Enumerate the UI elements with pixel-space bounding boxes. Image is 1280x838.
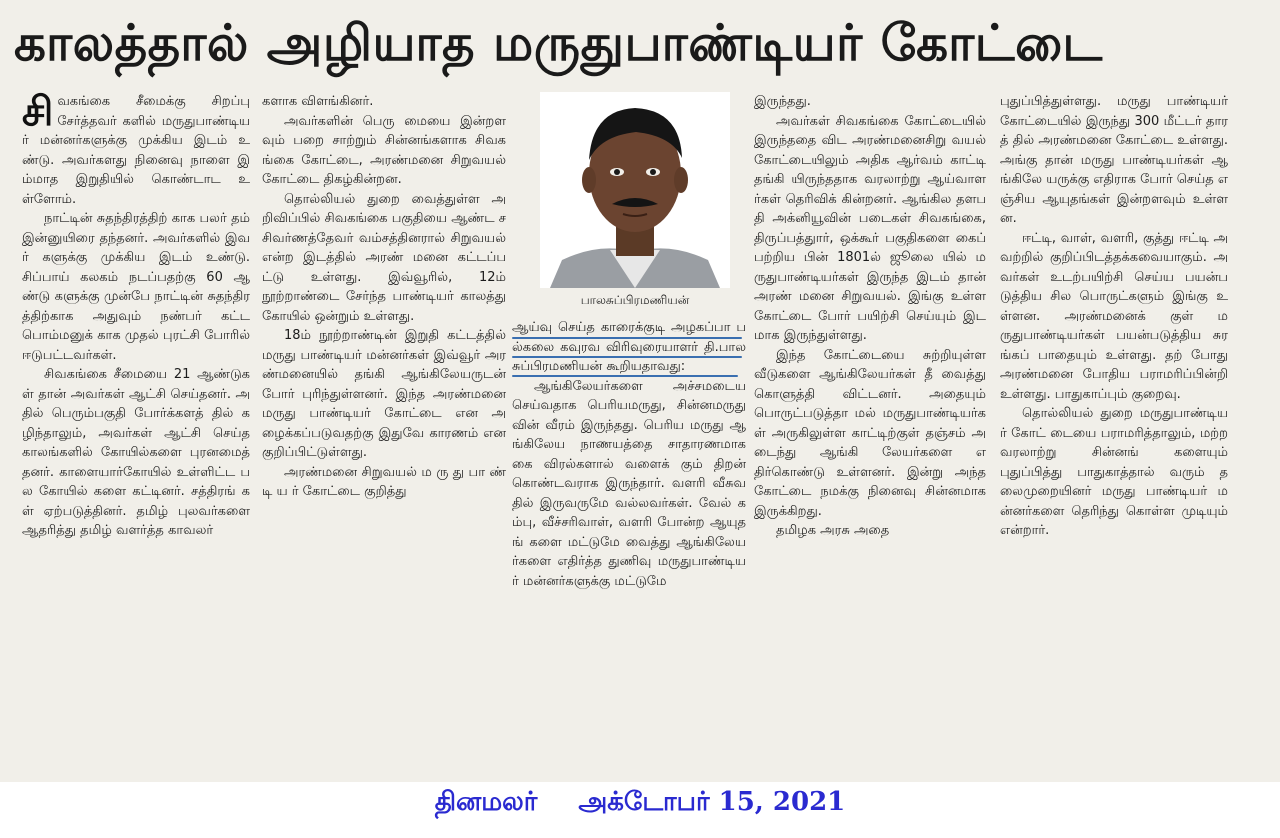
paragraph: தொல்லியல் துறை வைத்துள்ள அறிவிப்பில் சிவகங்கை பகுதியை ஆண்ட சசிவர்ணத்தேவர் வம்சத்தினரால் சிறுவயல் என்ற இடத்தில் அரண் மனை கட்டப்பட்டு உள்ளது. இவ்வூரில், 12ம் நூற்றாண்டை சேர்ந்த பாண்டியர் காலத்து கோயில் ஒன்றும் உள்ளது. <box>262 191 506 324</box>
paragraph-text: வகங்கை சீமைக்கு சிறப்பு சேர்த்தவர் களில் மருதுபாண்டியர் மன்னர்களுக்கு முக்கிய இடம் உண்டு. அவர்களது நினைவு நாளை இம்மாத இறுதியில் கொண்டாட உள்ளோம். <box>22 94 250 207</box>
paragraph: இந்த கோட்டையை சுற்றியுள்ள வீடுகளை ஆங்கிலேயர்கள் தீ வைத்து கொளுத்தி விட்டனர். அதையும் பொருட்படுத்தா மல் மருதுபாண்டியர்கள் அருகிலுள்ள காட்டிற்குள் தஞ்சம் அடைந்து ஆங்கி லேயர்களை எதிர்கொண்டு உள்ளனர். இன்று அந்த கோட்டை நமக்கு நினைவு சின்னமாக இருக்கிறது. <box>754 347 986 519</box>
paragraph <box>22 89 250 209</box>
drop-cap: சி <box>22 89 54 135</box>
newspaper-name: தினமலர் <box>434 787 538 817</box>
column-4 <box>754 92 986 541</box>
paragraph: அவர்கள் சிவகங்கை கோட்டையில் இருந்ததை விட அரண்மனைசிறு வயல் கோட்டையிலும் அதிக ஆர்வம் காட்டி தங்கி யிருந்ததாக வரலாற்று ஆய்வாளர்கள் தெரிவிக் கின்றனர். ஆங்கில தளபதி அக்னியூவின் படைகள் சிவகங்கை, திருப்பத்துார், ஒக்கூர் பகுதிகளை கைப் பற்றிய பின் 1801ல் ஜூலை யில் மருதுபாண்டியர்கள் இருந்த இடம் தான் அரண் மனை சிறுவயல். இங்கு உள்ள கோட்டை போர் பயிற்சி செய்யும் இடமாக இருந்துள்ளது. <box>754 113 986 343</box>
paragraph: ஆய்வு செய்த காரைக்குடி அழகப்பா பல்கலை கவுரவ விரிவுரையாளர் தி.பாலசுப்பிரமணியன் கூறியதாவது: <box>512 320 746 374</box>
pen-underline <box>512 337 742 339</box>
paragraph: ஆங்கிலேயர்களை அச்சமடைய செய்வதாக பெரியமருது, சின்னமருது வின் வீரம் இருந்தது. பெரிய மருது ஆங்கிலேய நாணயத்தை சாதாரணமாக கை விரல்களால் வளைக் கும் திறன் கொண்டவராக இருந்தார். வளரி வீசுவதில் இருவருமே வல்லவர்கள். வேல் கம்பு, வீச்சரிவாள், வளரி போன்ற ஆயுதங் களை மட்டுமே வைத்து ஆங்கிலேயர்களை எதிர்த்த துணிவு மருதுபாண்டியர் மன்னர்களுக்கு மட்டுமே <box>512 378 746 589</box>
paragraph: அவர்களின் பெரு மையை இன்றளவும் பறை சாற்றும் சின்னங்களாக சிவகங்கை கோட்டை, அரண்மனை சிறுவயல் கோட்டை திகழ்கின்றன. <box>262 113 506 187</box>
column-1 <box>22 89 250 541</box>
paragraph: களாக விளங்கினர். <box>262 94 374 109</box>
publication-date: அக்டோபர் 15, 2021 <box>578 787 846 817</box>
paragraph: தமிழக அரசு அதை <box>776 523 890 538</box>
paragraph: 18ம் நூற்றாண்டின் இறுதி கட்டத்தில் மருது பாண்டியர் மன்னர்கள் இவ்வூர் அரண்மனையில் தங்கி ஆங்கிலேயருடன் போர் புரிந்துள்ளனர். இந்த அரண்மனை மருது பாண்டியர் கோட்டை என அழைக்கப்படுவதற்கு இதுவே காரணம் என குறிப்பிட்டுள்ளது. <box>262 328 506 460</box>
portrait-photo <box>540 92 730 288</box>
footer-credit <box>0 782 1280 838</box>
portrait-illustration <box>540 92 730 288</box>
paragraph: புதுப்பித்துள்ளது. மருது பாண்டியர் கோட்டையில் இருந்து 300 மீட்டர் தாரத் தில் அரண்மனை கோட்டை உள்ளது. அங்கு தான் மருது பாண்டியர்கள் ஆங்கிலே யருக்கு எதிராக போர் செய்த எஞ்சிய ஆயுதங்கள் இன்றளவும் உள்ளன. <box>1000 94 1228 226</box>
paragraph: ஈட்டி, வாள், வளரி, குத்து ஈட்டி அவற்றில் குறிப்பிடத்தக்கவையாகும். அவர்கள் உடற்பயிற்சி செய்ய பயன்படுத்திய சில பொருட்களும் இங்கு உள்ளன. அரண்மனைக் குள் மருதுபாண்டியர்கள் பயன்படுத்திய சுரங்கப் பாதையும் உள்ளது. தற் போது அரண்மனை போதிய பராமரிப்பின்றி உள்ளது. பாதுகாப்பும் குறைவு. <box>1000 230 1228 402</box>
column-5 <box>1000 92 1228 541</box>
column-3 <box>512 318 746 591</box>
paragraph: சிவகங்கை சீமையை 21 ஆண்டுகள் தான் அவர்கள் ஆட்சி செய்தனர். அதில் பெரும்பகுதி போர்க்களத் தில் கழிந்தாலும், அவர்கள் ஆட்சி செய்த காலங்களில் கோயில்களை புரனமைத் தனர். காளையார்கோயில் உள்ளிட்ட பல கோயில் களை கட்டினர். சத்திரங் கள் ஏற்படுத்தினர். தமிழ் புலவர்களை ஆதரித்து தமிழ் வளர்த்த காவலர் <box>22 367 250 538</box>
pen-underline <box>512 375 738 377</box>
paragraph: நாட்டின் சுதந்திரத்திற் காக பலர் தம் இன்னுயிரை தந்தனர். அவர்களில் இவர் களுக்கு முக்கிய இடம் உண்டு. சிப்பாய் கலகம் நடப்பதற்கு 60 ஆண்டு களுக்கு முன்பே நாட்டின் சுதந்திரத்திற்காக அதுவும் நண்பர் கட்டபொம்மனுக் காக முதல் புரட்சி போரில் ஈடுபட்டவர்கள். <box>22 211 250 363</box>
column-2 <box>262 92 506 502</box>
photo-caption: பாலசுப்பிரமணியன் <box>580 293 690 307</box>
paragraph: அரண்மனை சிறுவயல் ம ரு து பா ண் டி ய ர் கோட்டை குறித்து <box>262 464 506 499</box>
paragraph: தொல்லியல் துறை மருதுபாண்டியர் கோட் டையை பராமரித்தாலும், மற்ற வரலாற்று சின்னங் களையும் புதுப்பித்து பாதுகாத்தால் வரும் தலைமுறையினர் மருது பாண்டியர் மன்னர்களை தெரிந்து கொள்ள முடியும் என்றார். <box>1000 406 1228 538</box>
paragraph: இருந்தது. <box>754 94 811 109</box>
headline: காலத்தால் அழியாத மருதுபாண்டியர் கோட்டை <box>14 14 1103 72</box>
pen-underline <box>512 356 742 358</box>
